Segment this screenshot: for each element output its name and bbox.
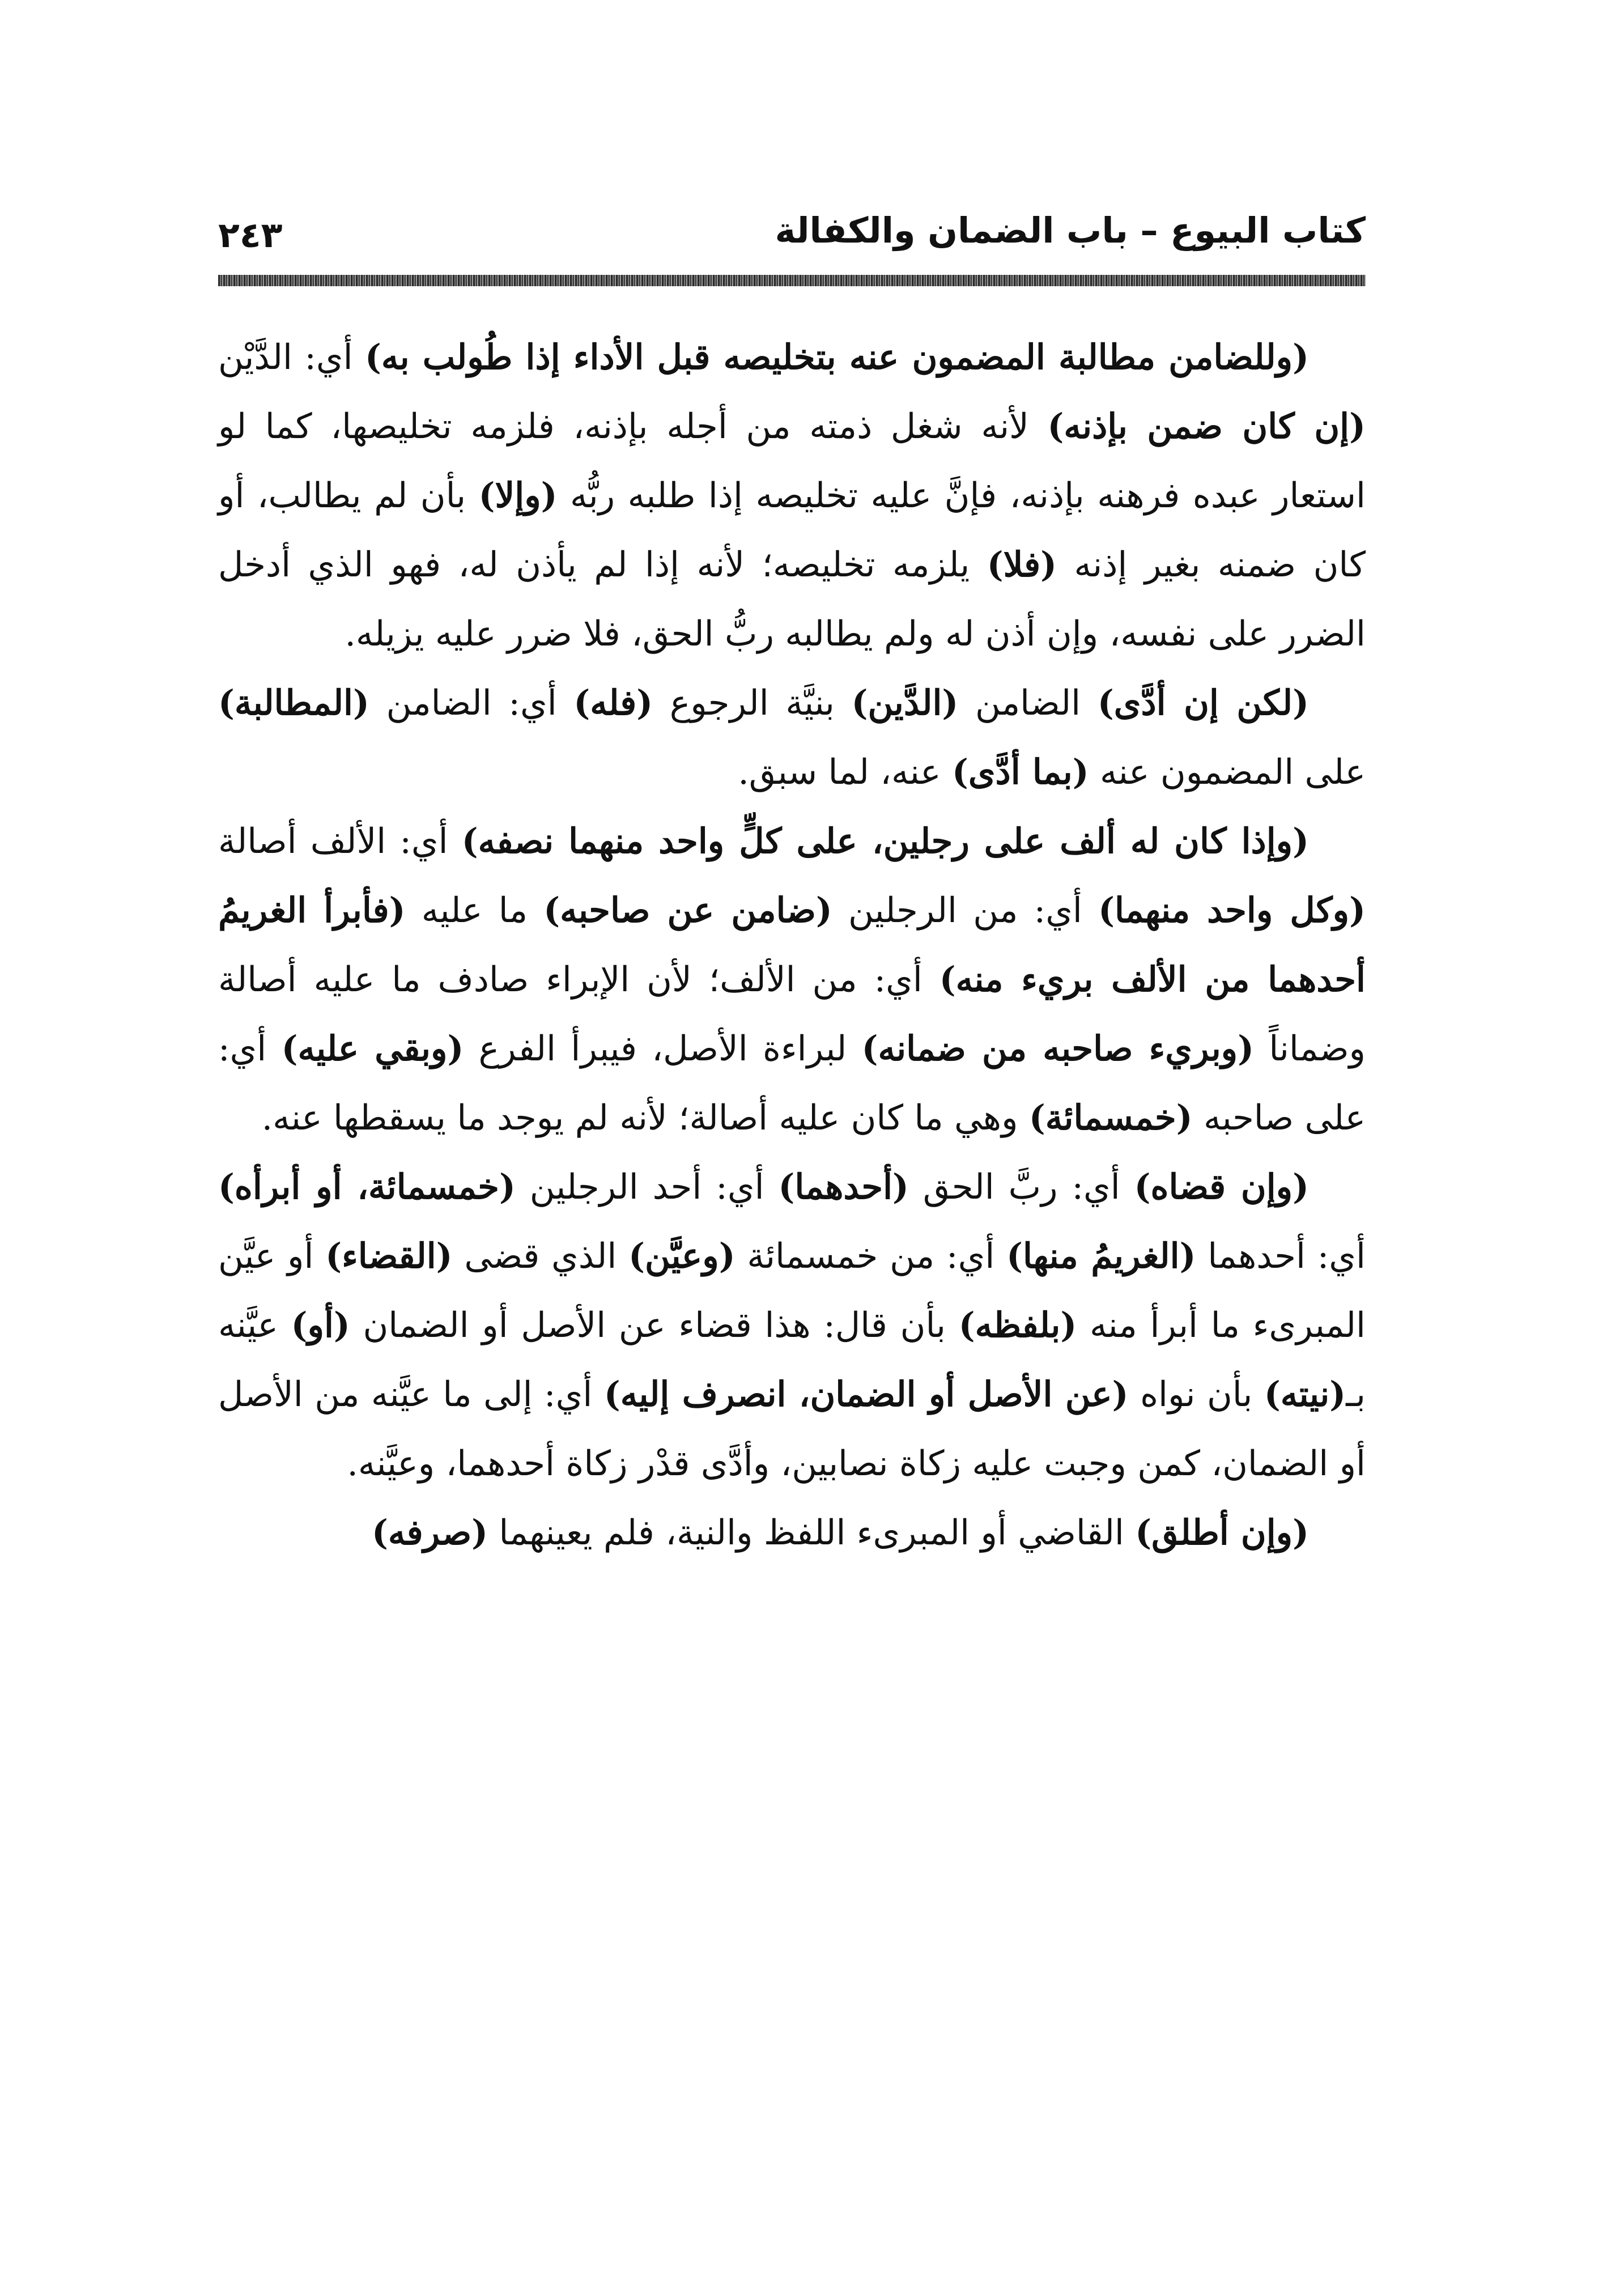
commentary-text: أي: أحدهما	[1196, 1236, 1366, 1276]
matn-text: (بلفظه)	[958, 1305, 1077, 1345]
commentary-text: القاضي أو المبرىء اللفظ والنية، فلم يعينهما	[488, 1513, 1136, 1553]
paragraph	[218, 669, 1366, 807]
matn-text: (الدَّين)	[851, 683, 959, 723]
matn-text: (خمسمائة)	[1028, 1098, 1193, 1138]
commentary-text: أي: أحد الرجلين	[515, 1167, 779, 1207]
commentary-text: لأنه شغل ذمته من أجله بإذنه، فلزمه تخليصها، كما لو استعار عبده فرهنه بإذنه، فإنَّ عليه تخليصه إذا طلبه ربُّه	[218, 406, 1366, 516]
matn-text: (أو)	[291, 1305, 350, 1345]
matn-text: (عن الأصل أو الضمان، انصرف إليه)	[603, 1374, 1129, 1415]
commentary-text: أي: ربَّ الحق	[908, 1167, 1134, 1207]
matn-text: (فله)	[573, 683, 653, 723]
commentary-text: لبراءة الأصل، فيبرأ الفرع	[464, 1029, 862, 1069]
matn-text: (القضاء)	[325, 1236, 453, 1276]
commentary-text: أي: من الألف؛ لأن الإبراء صادف ما عليه أصالة وضماناً	[218, 959, 1366, 1069]
page-header	[218, 210, 1366, 266]
page-number: ٢٤٣	[218, 214, 283, 256]
matn-text: (خمسمائة، أو أبرأه)	[218, 1167, 516, 1207]
commentary-text: أي: الضامن	[369, 683, 574, 723]
matn-text: (وعيَّن)	[628, 1236, 736, 1276]
commentary-text: أي: الألف أصالة	[218, 821, 462, 861]
commentary-text: أي: على صاحبه	[218, 1029, 1366, 1138]
matn-text: (المطالبة)	[218, 683, 369, 723]
matn-text: (وللضامن مطالبة المضمون عنه بتخليصه قبل الأداء إذا طُولب به)	[365, 337, 1309, 377]
matn-text: (وكل واحد منهما)	[1098, 890, 1366, 931]
commentary-text: أي: الدَّيْن	[218, 337, 365, 377]
matn-text: (فأبرأ الغريمُ أحدهما من الألف بريء منه)	[218, 890, 1366, 1000]
commentary-text: وهي ما كان عليه أصالة؛ لأنه لم يوجد ما يسقطها عنه.	[261, 1098, 1029, 1138]
matn-text: (نيته)	[1264, 1374, 1346, 1415]
commentary-text: الضامن	[958, 683, 1098, 723]
matn-text: (وإذا كان له ألف على رجلين، على كلٍّ واحد منهما نصفه)	[461, 821, 1309, 861]
commentary-text: أي: من خمسمائة	[735, 1236, 1007, 1276]
paragraph	[218, 1153, 1366, 1498]
commentary-text: بأن قال: هذا قضاء عن الأصل أو الضمان	[350, 1305, 959, 1345]
commentary-text: الذي قضى	[452, 1236, 629, 1276]
commentary-text: بأن نواه	[1128, 1374, 1264, 1415]
matn-text: (وإن قضاه)	[1134, 1167, 1309, 1207]
header-rule	[218, 275, 1366, 286]
body-text	[218, 323, 1366, 1568]
matn-text: (إن كان ضمن بإذنه)	[1047, 406, 1366, 447]
commentary-text: أو عيَّن المبرىء ما أبرأ منه	[218, 1236, 1366, 1345]
matn-text: (وبريء صاحبه من ضمانه)	[861, 1029, 1254, 1069]
running-header-title: كتاب البيوع – باب الضمان والكفالة	[775, 210, 1366, 251]
matn-text: (وإن أطلق)	[1135, 1513, 1309, 1553]
matn-text: (وإلا)	[478, 475, 558, 516]
matn-text: (صرفه)	[371, 1513, 488, 1553]
commentary-text: يلزمه تخليصه؛ لأنه إذا لم يأذن له، فهو الذي أدخل الضرر على نفسه، وإن أذن له ولم يطالبه ربُّ الحق، فلا ضرر عليه يزيله.	[218, 545, 1366, 654]
matn-text: (بما أدَّى)	[951, 752, 1089, 792]
paragraph	[218, 323, 1366, 669]
matn-text: (وبقي عليه)	[281, 1029, 464, 1069]
matn-text: (الغريمُ منها)	[1006, 1236, 1196, 1276]
paragraph	[218, 1498, 1366, 1568]
matn-text: (ضامن عن صاحبه)	[543, 890, 832, 931]
commentary-text: عنه، لما سبق.	[738, 752, 952, 792]
commentary-text: أي: إلى ما عيَّنه من الأصل أو الضمان، كمن وجبت عليه زكاة نصابين، وأدَّى قدْر زكاة أحدهما، وعيَّنه.	[218, 1374, 1366, 1484]
commentary-text: بنيَّة الرجوع	[653, 683, 852, 723]
commentary-text: بأن لم يطالب، أو كان ضمنه بغير إذنه	[218, 475, 1366, 585]
commentary-text: على المضمون عنه	[1089, 752, 1366, 792]
matn-text: (أحدهما)	[778, 1167, 909, 1207]
matn-text: (لكن إن أدَّى)	[1097, 683, 1309, 723]
commentary-text: ما عليه	[405, 890, 544, 931]
paragraph	[218, 807, 1366, 1153]
commentary-text: عيَّنه بـ	[218, 1305, 1366, 1415]
matn-text: (فلا)	[987, 545, 1057, 585]
commentary-text: أي: من الرجلين	[832, 890, 1099, 931]
